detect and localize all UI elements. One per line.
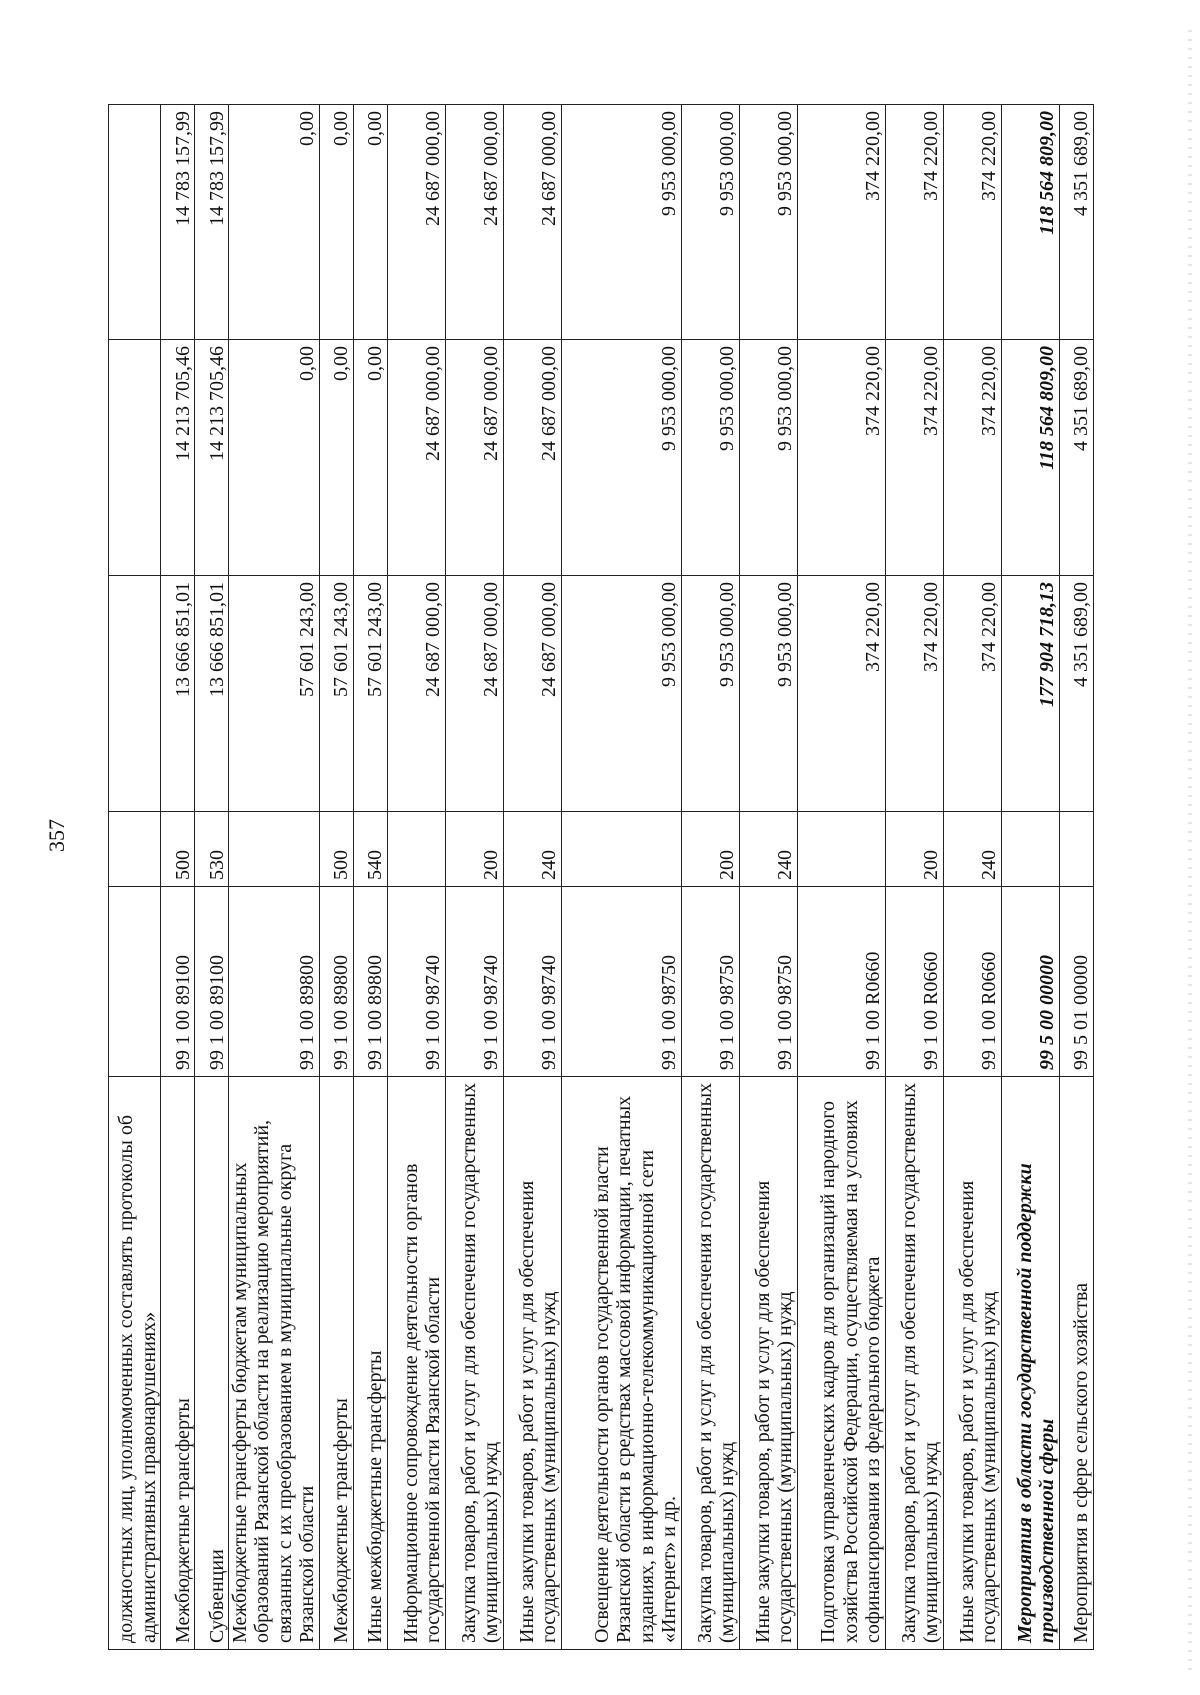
row-target-code-cell: 99 5 01 00000 [1059, 887, 1093, 1077]
row-name-cell: должностных лиц, уполномоченных составлять протоколы об административных правонарушениях» [109, 1077, 161, 1650]
row-expense-type-cell [229, 812, 320, 887]
row-expense-type-cell: 500 [161, 812, 195, 887]
row-name-cell: Иные закупки товаров, работ и услуг для обеспечения государственных (муниципальных) нужд [739, 1077, 797, 1650]
row-amount-1-cell: 24 687 000,00 [503, 576, 561, 812]
row-amount-3-cell [109, 105, 161, 340]
row-amount-3-cell: 374 220,00 [885, 105, 943, 340]
row-amount-2-cell: 0,00 [229, 340, 320, 576]
row-name-cell: Информационное сопровождение деятельности органов государственной власти Рязанской области [387, 1077, 445, 1650]
row-expense-type-cell [561, 812, 681, 887]
row-amount-2-cell: 374 220,00 [885, 340, 943, 576]
table-row [161, 105, 195, 1650]
row-expense-type-cell: 540 [353, 812, 387, 887]
table-row [943, 105, 1001, 1650]
row-target-code-cell: 99 1 00 98750 [739, 887, 797, 1077]
row-target-code-cell: 99 1 00 89800 [353, 887, 387, 1077]
row-amount-3-cell: 24 687 000,00 [445, 105, 503, 340]
row-expense-type-cell [109, 812, 161, 887]
table-row [319, 105, 353, 1650]
row-target-code-cell: 99 1 00 98750 [681, 887, 739, 1077]
row-amount-3-cell: 9 953 000,00 [739, 105, 797, 340]
rotated-table-container [108, 105, 1093, 1650]
page-number: 357 [44, 819, 69, 852]
row-name-cell: Иные закупки товаров, работ и услуг для обеспечения государственных (муниципальных) нужд [943, 1077, 1001, 1650]
row-amount-2-cell: 0,00 [319, 340, 353, 576]
row-target-code-cell: 99 1 00 98750 [561, 887, 681, 1077]
row-amount-3-cell: 374 220,00 [797, 105, 885, 340]
row-amount-1-cell: 57 601 243,00 [353, 576, 387, 812]
row-amount-1-cell: 13 666 851,01 [195, 576, 229, 812]
row-amount-1-cell: 9 953 000,00 [681, 576, 739, 812]
row-amount-3-cell: 14 783 157,99 [195, 105, 229, 340]
table-row [503, 105, 561, 1650]
row-amount-1-cell: 9 953 000,00 [739, 576, 797, 812]
row-amount-1-cell: 57 601 243,00 [229, 576, 320, 812]
row-amount-1-cell: 374 220,00 [943, 576, 1001, 812]
table-body [109, 105, 1094, 1650]
table-row [195, 105, 229, 1650]
budget-table [108, 104, 1094, 1650]
row-amount-3-cell: 0,00 [229, 105, 320, 340]
table-row [109, 105, 161, 1650]
row-target-code-cell: 99 1 00 89800 [229, 887, 320, 1077]
row-name-cell: Межбюджетные трансферты бюджетам муниципальных образований Рязанской области на реализацию мероприятий, связанных с их преобразованием в муниципальные округа Рязанской области [229, 1077, 320, 1650]
row-name-cell: Подготовка управленческих кадров для организаций народного хозяйства Российской Федерации, осуществляемая на условиях софинансирования из федерального бюджета [797, 1077, 885, 1650]
row-amount-2-cell: 24 687 000,00 [445, 340, 503, 576]
row-name-cell: Закупка товаров, работ и услуг для обеспечения государственных (муниципальных) нужд [445, 1077, 503, 1650]
row-amount-2-cell: 9 953 000,00 [561, 340, 681, 576]
row-name-cell: Иные межбюджетные трансферты [353, 1077, 387, 1650]
row-amount-2-cell: 24 687 000,00 [503, 340, 561, 576]
row-amount-1-cell: 24 687 000,00 [445, 576, 503, 812]
table-row [739, 105, 797, 1650]
row-amount-2-cell: 4 351 689,00 [1059, 340, 1093, 576]
row-target-code-cell: 99 1 00 98740 [387, 887, 445, 1077]
row-amount-3-cell: 4 351 689,00 [1059, 105, 1093, 340]
row-expense-type-cell [797, 812, 885, 887]
row-target-code-cell: 99 1 00 89100 [195, 887, 229, 1077]
scan-edge-artifact [1188, 30, 1192, 1670]
row-amount-2-cell: 24 687 000,00 [387, 340, 445, 576]
row-name-cell: Межбюджетные трансферты [319, 1077, 353, 1650]
row-expense-type-cell [1059, 812, 1093, 887]
row-expense-type-cell: 500 [319, 812, 353, 887]
row-amount-2-cell [109, 340, 161, 576]
row-expense-type-cell: 200 [681, 812, 739, 887]
row-amount-1-cell: 57 601 243,00 [319, 576, 353, 812]
row-target-code-cell: 99 1 00 98740 [445, 887, 503, 1077]
row-amount-1-cell: 4 351 689,00 [1059, 576, 1093, 812]
row-target-code-cell: 99 5 00 00000 [1001, 887, 1059, 1077]
row-amount-1-cell: 177 904 718,13 [1001, 576, 1059, 812]
row-amount-2-cell: 9 953 000,00 [739, 340, 797, 576]
row-amount-3-cell: 24 687 000,00 [387, 105, 445, 340]
row-target-code-cell: 99 1 00 98740 [503, 887, 561, 1077]
row-amount-2-cell: 374 220,00 [797, 340, 885, 576]
table-row [561, 105, 681, 1650]
row-amount-2-cell: 0,00 [353, 340, 387, 576]
row-amount-1-cell: 13 666 851,01 [161, 576, 195, 812]
table-row [797, 105, 885, 1650]
table-row [1001, 105, 1059, 1650]
table-row [229, 105, 320, 1650]
row-amount-3-cell: 9 953 000,00 [561, 105, 681, 340]
row-amount-1-cell [109, 576, 161, 812]
row-name-cell: Субвенции [195, 1077, 229, 1650]
row-expense-type-cell: 240 [943, 812, 1001, 887]
row-expense-type-cell [1001, 812, 1059, 887]
row-amount-3-cell: 9 953 000,00 [681, 105, 739, 340]
row-expense-type-cell: 530 [195, 812, 229, 887]
row-target-code-cell: 99 1 00 R0660 [797, 887, 885, 1077]
table-row [387, 105, 445, 1650]
row-amount-1-cell: 24 687 000,00 [387, 576, 445, 812]
row-expense-type-cell: 240 [503, 812, 561, 887]
row-name-cell: Мероприятия в области государственной поддержки производственной сферы [1001, 1077, 1059, 1650]
row-expense-type-cell: 200 [445, 812, 503, 887]
row-name-cell: Закупка товаров, работ и услуг для обеспечения государственных (муниципальных) нужд [681, 1077, 739, 1650]
row-name-cell: Иные закупки товаров, работ и услуг для обеспечения государственных (муниципальных) нужд [503, 1077, 561, 1650]
table-row [353, 105, 387, 1650]
row-amount-1-cell: 9 953 000,00 [561, 576, 681, 812]
row-expense-type-cell: 240 [739, 812, 797, 887]
row-amount-1-cell: 374 220,00 [885, 576, 943, 812]
row-target-code-cell: 99 1 00 R0660 [943, 887, 1001, 1077]
row-name-cell: Мероприятия в сфере сельского хозяйства [1059, 1077, 1093, 1650]
row-name-cell: Закупка товаров, работ и услуг для обеспечения государственных (муниципальных) нужд [885, 1077, 943, 1650]
table-row [445, 105, 503, 1650]
row-amount-3-cell: 14 783 157,99 [161, 105, 195, 340]
row-amount-3-cell: 118 564 809,00 [1001, 105, 1059, 340]
row-expense-type-cell: 200 [885, 812, 943, 887]
row-target-code-cell: 99 1 00 89800 [319, 887, 353, 1077]
row-amount-3-cell: 374 220,00 [943, 105, 1001, 340]
row-amount-2-cell: 118 564 809,00 [1001, 340, 1059, 576]
row-target-code-cell: 99 1 00 R0660 [885, 887, 943, 1077]
row-target-code-cell: 99 1 00 89100 [161, 887, 195, 1077]
row-amount-2-cell: 14 213 705,46 [195, 340, 229, 576]
row-name-cell: Межбюджетные трансферты [161, 1077, 195, 1650]
row-amount-3-cell: 0,00 [353, 105, 387, 340]
row-amount-2-cell: 374 220,00 [943, 340, 1001, 576]
row-amount-2-cell: 9 953 000,00 [681, 340, 739, 576]
row-amount-2-cell: 14 213 705,46 [161, 340, 195, 576]
row-amount-3-cell: 0,00 [319, 105, 353, 340]
row-target-code-cell [109, 887, 161, 1077]
row-expense-type-cell [387, 812, 445, 887]
table-row [681, 105, 739, 1650]
table-row [1059, 105, 1093, 1650]
row-amount-3-cell: 24 687 000,00 [503, 105, 561, 340]
row-name-cell: Освещение деятельности органов государственной власти Рязанской области в средствах массовой информации, печатных изданиях, в информационно-телекоммуникационной сети «Интернет» и др. [561, 1077, 681, 1650]
row-amount-1-cell: 374 220,00 [797, 576, 885, 812]
table-row [885, 105, 943, 1650]
